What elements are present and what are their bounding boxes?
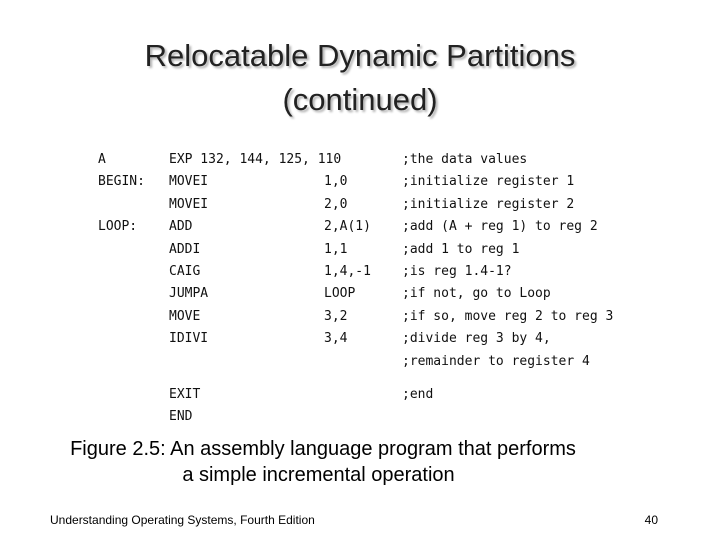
code-operands: 3,4 [324,331,348,347]
code-instruction: IDIVI [169,331,209,347]
code-operands: LOOP [324,286,356,302]
code-comment: ;add (A + reg 1) to reg 2 [402,219,598,235]
code-comment: ;end [402,386,434,402]
code-instruction: EXP 132, 144, 125, 110 [169,152,342,167]
footer-text: Understanding Operating Systems, Fourth Edition [50,513,315,527]
code-instruction: MOVEI [169,174,209,190]
code-comment: ;initialize register 1 [402,174,575,190]
caption-line-1: Figure 2.5: An assembly language program that performs [70,438,576,460]
code-label: LOOP: [98,219,138,235]
code-comment: ;add 1 to reg 1 [402,241,520,257]
code-operands: 2,0 [324,196,348,212]
code-comment: ;remainder to register 4 [402,353,590,369]
code-comment: ;the data values [402,152,528,167]
page-number: 40 [644,513,658,527]
code-label: A [98,152,106,167]
code-operands: 1,0 [324,174,348,190]
code-instruction: JUMPA [169,286,209,302]
title-line-1: Relocatable Dynamic Partitions [144,38,576,73]
caption-line-2: a simple incremental operation [182,464,455,486]
code-operands: 2,A(1) [324,219,371,235]
code-comment: ;initialize register 2 [402,196,575,212]
code-instruction: EXIT [169,386,201,402]
code-operands: 1,1 [324,241,348,257]
title-line-2: (continued) [282,82,438,117]
code-operands: 1,4,-1 [324,263,371,279]
code-instruction: END [169,409,193,425]
code-instruction: CAIG [169,263,201,279]
code-instruction: MOVEI [169,196,209,212]
figure-caption [0,436,720,488]
code-instruction: ADD [169,219,193,235]
code-instruction: MOVE [169,308,201,324]
code-operands: 3,2 [324,308,348,324]
code-label: BEGIN: [98,174,145,190]
code-comment: ;if so, move reg 2 to reg 3 [402,308,614,324]
code-comment: ;if not, go to Loop [402,286,551,302]
code-comment: ;divide reg 3 by 4, [402,331,551,347]
code-instruction: ADDI [169,241,201,257]
slide-title [0,34,720,122]
code-comment: ;is reg 1.4-1? [402,263,512,279]
